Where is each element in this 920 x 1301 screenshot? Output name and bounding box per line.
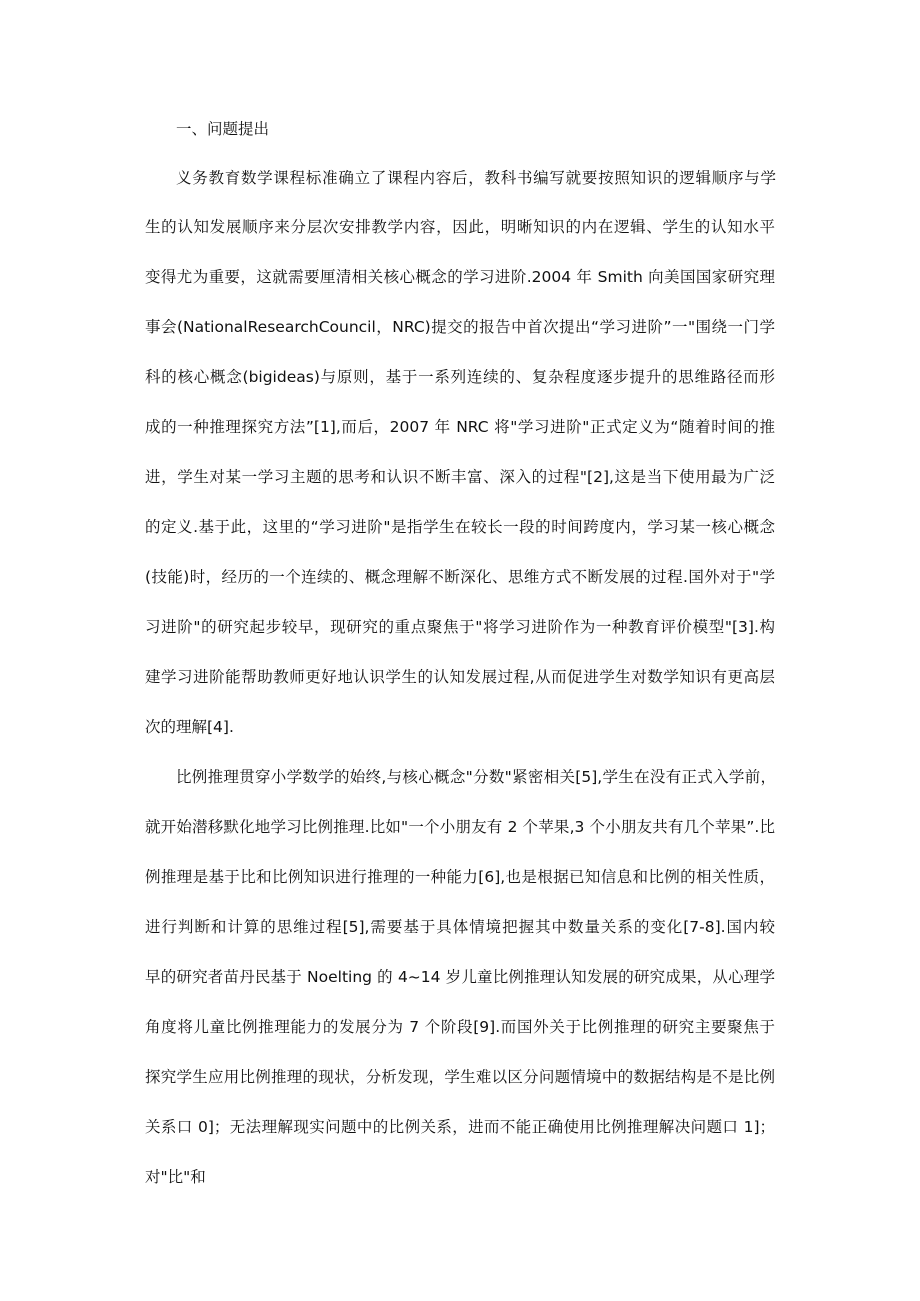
text-line: 进行判断和计算的思维过程[5],需要基于具体情境把握其中数量关系的变化[7-8].国内较 <box>145 918 775 936</box>
text-line: 探究学生应用比例推理的现状，分析发现，学生难以区分问题情境中的数据结构是不是比例 <box>145 1068 775 1086</box>
text-line: 习进阶"的研究起步较早，现研究的重点聚焦于"将学习进阶作为一种教育评价模型"[3].构 <box>145 618 775 636</box>
text-line: 科的核心概念(bigideas)与原则，基于一系列连续的、复杂程度逐步提升的思维路径而形 <box>145 368 775 386</box>
text-line: 角度将儿童比例推理能力的发展分为 7 个阶段[9].而国外关于比例推理的研究主要聚焦于 <box>145 1018 775 1036</box>
text-line: 次的理解[4]. <box>145 718 234 736</box>
text-line: 比例推理贯穿小学数学的始终,与核心概念"分数"紧密相关[5],学生在没有正式入学前， <box>176 768 776 786</box>
section-heading: 一、问题提出 <box>176 120 270 138</box>
text-line: (技能)时，经历的一个连续的、概念理解不断深化、思维方式不断发展的过程.国外对于"学 <box>145 568 775 586</box>
text-line: 进，学生对某一学习主题的思考和认识不断丰富、深入的过程"[2],这是当下使用最为广泛 <box>145 468 775 486</box>
text-line: 关系口 0]；无法理解现实问题中的比例关系，进而不能正确使用比例推理解决问题口 1]； <box>145 1118 775 1136</box>
text-line: 对"比"和 <box>145 1168 206 1186</box>
text-line: 建学习进阶能帮助教师更好地认识学生的认知发展过程,从而促进学生对数学知识有更高层 <box>145 668 775 686</box>
text-line: 事会(NationalResearchCouncil，NRC)提交的报告中首次提出“学习进阶”一"围绕一门学 <box>145 318 775 336</box>
text-line: 成的一种推理探究方法”[1],而后，2007 年 NRC 将"学习进阶"正式定义为“随着时间的推 <box>145 418 775 436</box>
text-line: 义务教育数学课程标准确立了课程内容后，教科书编写就要按照知识的逻辑顺序与学 <box>176 169 776 187</box>
text-line: 变得尤为重要，这就需要厘清相关核心概念的学习进阶.2004 年 Smith 向美国国家研究理 <box>145 268 775 286</box>
text-line: 就开始潜移默化地学习比例推理.比如"一个小朋友有 2 个苹果,3 个小朋友共有几个苹果”.比 <box>145 818 775 836</box>
text-line: 生的认知发展顺序来分层次安排教学内容，因此，明晰知识的内在逻辑、学生的认知水平 <box>145 218 775 236</box>
text-line: 的定义.基于此，这里的“学习进阶"是指学生在较长一段的时间跨度内，学习某一核心概念 <box>145 518 775 536</box>
text-line: 例推理是基于比和比例知识进行推理的一种能力[6],也是根据已知信息和比例的相关性质， <box>145 868 775 886</box>
text-line: 早的研究者苗丹民基于 Noelting 的 4~14 岁儿童比例推理认知发展的研究成果，从心理学 <box>145 968 775 986</box>
